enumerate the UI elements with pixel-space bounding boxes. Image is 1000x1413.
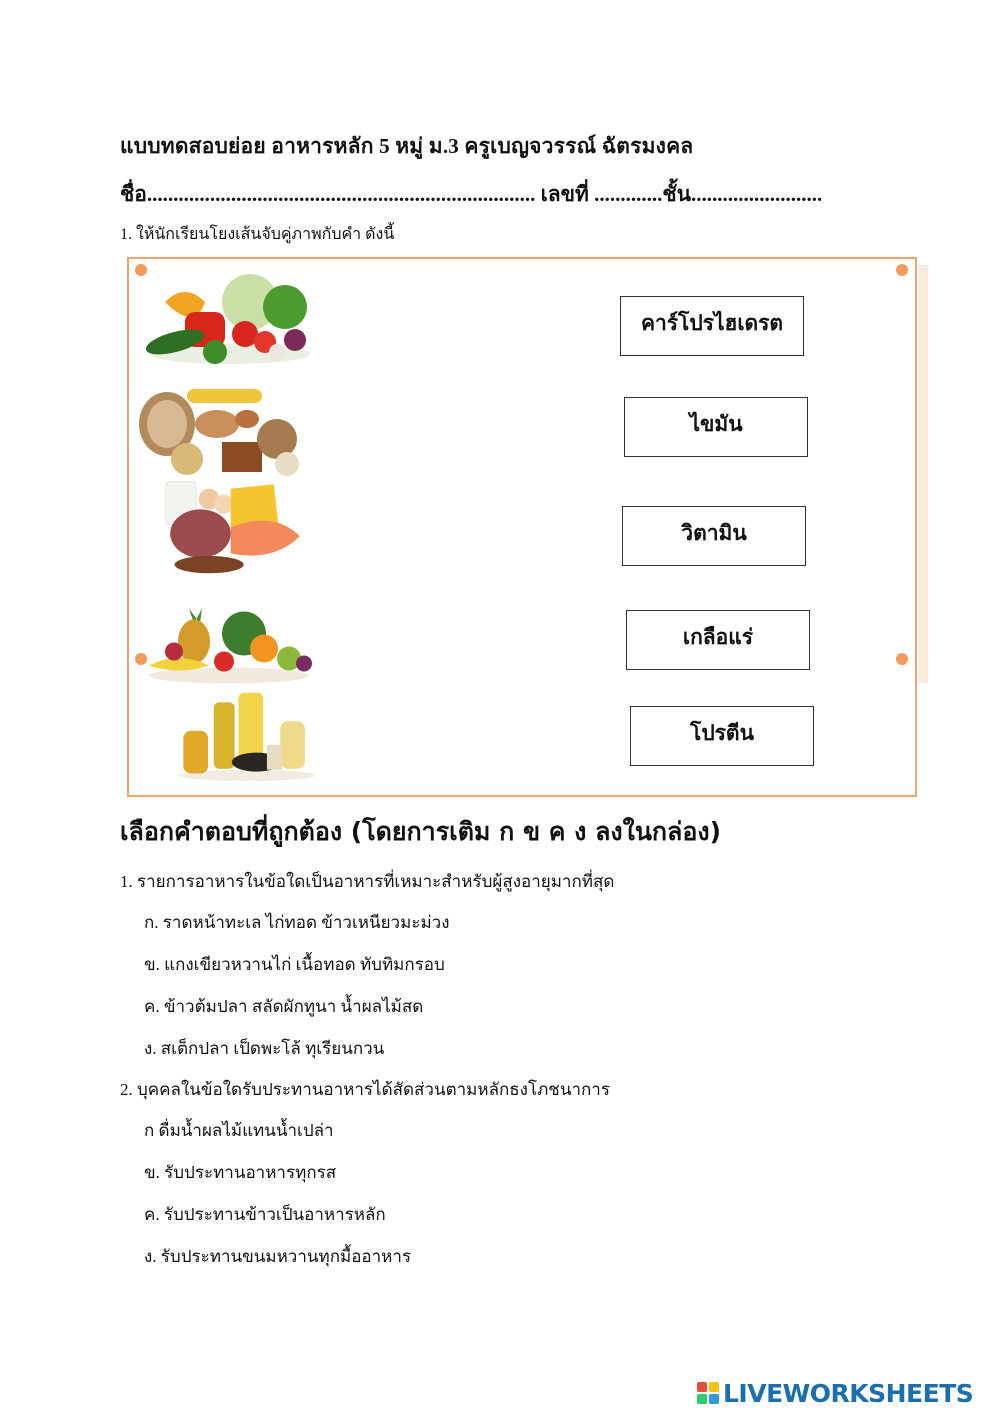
matching-instruction: 1. ให้นักเรียนโยงเส้นจับคู่ภาพกับคำ ดังนี้: [120, 226, 395, 243]
question-2-option-b: ข. รับประทานอาหารทุกรส: [144, 1163, 337, 1182]
answer-box-vitamin[interactable]: วิตามิน: [622, 506, 806, 566]
question-2: 2. บุคคลในข้อใดรับประทานอาหารได้สัดส่วนตามหลักธงโภชนาการ: [120, 1080, 610, 1099]
question-1-option-c: ค. ข้าวต้มปลา สลัดผักทูนา น้ำผลไม้สด: [144, 997, 424, 1016]
question-2-option-d: ง. รับประทานขนมหวานทุกมื้ออาหาร: [144, 1247, 412, 1266]
liveworksheets-logo[interactable]: [697, 1378, 973, 1408]
answer-box-fat[interactable]: ไขมัน: [624, 397, 808, 457]
page-title: แบบทดสอบย่อย อาหารหลัก 5 หมู่ ม.3 ครูเบญจวรรณ์ ฉัตรมงคล: [120, 134, 694, 158]
question-1-option-b: ข. แกงเขียวหวานไก่ เนื้อทอด ทับทิมกรอบ: [144, 955, 445, 974]
quiz-heading: เลือกคำตอบที่ถูกต้อง (โดยการเติม ก ข ค ง ลงในกล่อง): [120, 817, 722, 846]
question-1-option-d: ง. สเต็กปลา เป็ดพะโล้ ทุเรียนกวน: [144, 1039, 385, 1058]
oils-and-fats-image: [162, 688, 332, 783]
logo-mark-icon: [697, 1382, 719, 1404]
answer-box-protein[interactable]: โปรตีน: [630, 706, 814, 766]
vegetables-image: [145, 272, 315, 367]
question-1-option-a: ก. ราดหน้าทะเล ไก่ทอด ข้าวเหนียวมะม่วง: [144, 913, 450, 932]
resize-handle-top-right[interactable]: [896, 264, 908, 276]
answer-box-carbohydrate[interactable]: คาร์โปรไฮเดรต: [620, 296, 804, 356]
question-2-option-c: ค. รับประทานข้าวเป็นอาหารหลัก: [144, 1205, 386, 1224]
fruits-image: [144, 596, 314, 691]
question-2-option-a: ก ดื่มน้ำผลไม้แทนน้ำเปล่า: [144, 1121, 334, 1140]
question-1: 1. รายการอาหารในข้อใดเป็นอาหารที่เหมาะสำหรับผู้สูงอายุมากที่สุด: [120, 872, 615, 891]
panel-shadow: [919, 265, 928, 683]
logo-text: LIVEWORKSHEETS: [723, 1378, 974, 1408]
meat-dairy-fish-image: [150, 480, 320, 575]
student-info-line: ชื่อ.......................................................................... เลขที่ .............ชั้น.........................: [120, 182, 823, 206]
resize-handle-mid-right[interactable]: [896, 653, 908, 665]
answer-box-mineral[interactable]: เกลือแร่: [626, 610, 810, 670]
grains-and-tubers-image: [137, 384, 307, 479]
